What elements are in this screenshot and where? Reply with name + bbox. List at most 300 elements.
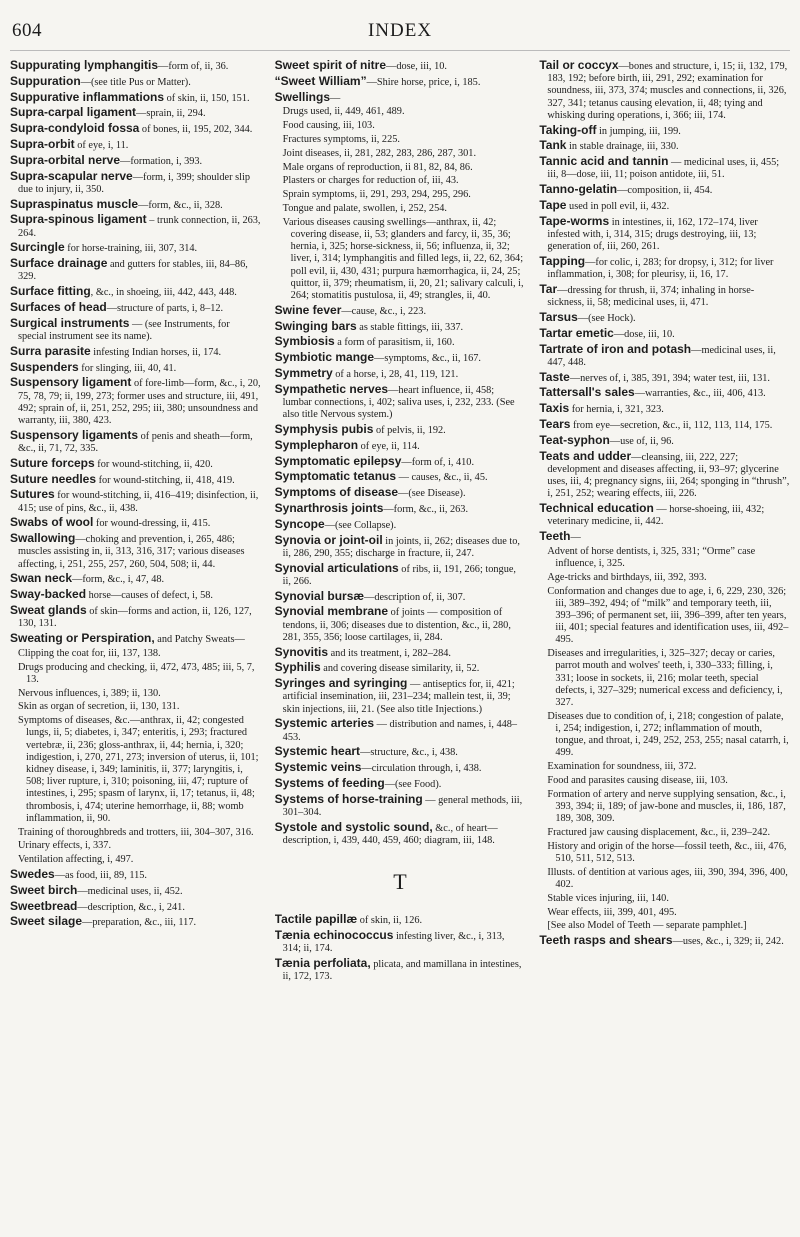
entry-references: —cause, &c., i, 223. xyxy=(341,305,427,317)
entry-heading: Tapping xyxy=(539,254,586,268)
entry-references: &c., of heart—description, i, 439, 440, 459, 460; diagram, iii, 148. xyxy=(282,822,498,846)
entry-heading: Systemic heart xyxy=(274,744,361,759)
entry-references: and gutters for stables, iii, 84–86, 329. xyxy=(18,259,248,283)
entry-heading: Systemic arteries xyxy=(274,716,375,731)
index-entry xyxy=(275,913,526,927)
index-entry xyxy=(275,534,526,560)
entry-references: —structure of parts, i, 8–12. xyxy=(106,302,224,314)
entry-references: —form of, i, 410. xyxy=(401,456,475,468)
entry-references: Various diseases causing swellings—anthrax, ii, 42; covering disease, ii, 53; glanders and farcy, ii, 35, 36; hernia, i, 325; horse-sickness, ii, 56; influenza, ii, 32; liver, i, 314; lymphangitis and filled legs, ii, 22, 62, 364; poll evil, ii, 430, 431; purpura hæmorrhagica, ii, 24, 25; quittor, ii, 379; rheumatism, ii, 20, 21; salivary calculi, i, 264; stomatitis pustulosa, ii, 49; strangles, ii, 40. xyxy=(282,216,524,301)
entry-heading: Tartar emetic xyxy=(539,325,614,340)
index-entry xyxy=(275,562,526,588)
entry-heading: Tartrate of iron and potash xyxy=(539,341,692,356)
index-columns xyxy=(10,59,790,1224)
index-entry xyxy=(539,386,790,400)
index-entry xyxy=(539,215,790,254)
entry-references: infesting Indian horses, ii, 174. xyxy=(90,346,222,358)
entry-heading: Symptoms of disease xyxy=(274,485,399,500)
entry-heading: Tænia echinococcus xyxy=(274,927,394,942)
entry-references: Male organs of reproduction, ii 81, 82, 84, 86. xyxy=(282,161,473,173)
entry-references: Examination for soundness, iii, 372. xyxy=(547,761,697,773)
entry-heading: Suture forceps xyxy=(10,455,95,470)
entry-references: —medicinal uses, ii, 447, 448. xyxy=(547,344,776,368)
entry-heading: Tarsus xyxy=(539,310,578,324)
index-entry xyxy=(539,371,790,385)
index-entry xyxy=(10,532,261,571)
entry-references: of fore-limb—form, &c., i, 20, 75, 78, 79; ii, 199, 273; former uses and structure, iii, 491, 492; sprain of, ii, 251, 252, 295; iii, 380; unsoundness and warranty, iii, 380, 423. xyxy=(18,378,261,426)
index-entry xyxy=(275,304,526,318)
index-entry xyxy=(10,59,261,73)
index-subentry xyxy=(275,134,526,146)
entry-heading: Tattersall's sales xyxy=(539,385,635,400)
index-entry xyxy=(10,516,261,530)
index-entry xyxy=(10,285,261,299)
index-entry xyxy=(10,106,261,120)
entry-heading: Synovitis xyxy=(274,644,329,659)
index-entry xyxy=(10,915,261,929)
entry-heading: Systole and systolic sound, xyxy=(274,819,433,834)
entry-references: —description of, ii, 307. xyxy=(364,591,466,603)
entry-references: Stable vices injuring, iii, 140. xyxy=(547,892,669,904)
entry-heading: Tannic acid and tannin xyxy=(539,154,669,169)
entry-heading: Sweetbread xyxy=(10,898,78,913)
entry-heading: Sutures xyxy=(10,487,55,502)
entry-references: Food and parasites causing disease, iii, 103. xyxy=(547,775,728,786)
entry-heading: Synarthrosis joints xyxy=(274,500,384,515)
index-entry xyxy=(539,402,790,416)
index-subentry xyxy=(10,701,261,713)
entry-references: of pelvis, ii, 192. xyxy=(373,424,446,436)
entry-references: —dose, iii, 10. xyxy=(613,328,675,340)
entry-references: —bones and structure, i, 15; ii, 132, 179, 183, 192; before birth, iii, 291, 292; examination for soundness, iii, 373, 374; muscles and connections, ii, 326, 327, 341; tetanus causing elevation, ii, 48; tying and whisking during operations, i, 366; iii, 174. xyxy=(547,61,788,121)
entry-references: —use of, ii, 96. xyxy=(609,435,674,447)
entry-references: horse—causes of defect, i, 58. xyxy=(86,590,213,602)
index-entry xyxy=(539,434,790,448)
entry-references: Drugs used, ii, 449, 461, 489. xyxy=(282,106,405,118)
entry-references: and Patchy Sweats— xyxy=(154,633,245,645)
entry-references: Urinary effects, i, 337. xyxy=(18,840,112,852)
entry-heading: Supra-spinous ligament xyxy=(10,212,147,227)
index-entry xyxy=(10,604,261,630)
entry-heading: Syncope xyxy=(274,516,325,531)
entry-references: —heart influence, ii, 458; lumbar connections, i, 402; saliva uses, i, 232, 233. (See also title Nervous system.) xyxy=(282,384,515,421)
entry-heading: Tape-worms xyxy=(539,213,610,228)
entry-heading: Suppurative inflammations xyxy=(10,89,165,104)
entry-references: in stable drainage, iii, 330. xyxy=(566,141,679,153)
entry-references: —structure, &c., i, 438. xyxy=(360,747,458,759)
entry-heading: Surface fitting xyxy=(10,284,91,299)
entry-references: Plasters or charges for reduction of, iii, 43. xyxy=(282,175,459,187)
index-subentry xyxy=(275,106,526,118)
index-entry xyxy=(275,745,526,759)
index-entry xyxy=(275,717,526,743)
entry-references: —circulation through, i, 438. xyxy=(361,763,482,775)
index-entry xyxy=(275,957,526,983)
entry-references: and covering disease similarity, ii, 52. xyxy=(320,663,480,675)
index-entry xyxy=(275,59,526,73)
entry-references: Diseases due to condition of, i, 218; congestion of palate, i, 254; indigestion, i, 272; inflammation of mouth, tongue, and throat, i, 249, 252, 253, 255; nasal catarrh, i, 499. xyxy=(547,710,789,759)
index-entry xyxy=(539,343,790,369)
entry-heading: Symmetry xyxy=(274,365,333,380)
index-entry xyxy=(10,473,261,487)
entry-heading: Tape xyxy=(539,198,567,212)
index-subentry xyxy=(275,189,526,201)
index-subentry xyxy=(10,827,261,839)
entry-references: — antiseptics for, ii, 421; artificial insemination, iii, 231–234; mallein test, ii, 39; skin injections, iii, 21. (See also title Injections.) xyxy=(282,679,515,715)
entry-references: —dressing for thrush, ii, 374; inhaling in horse-sickness, ii, 58; medicinal uses, ii, 471. xyxy=(547,285,755,309)
entry-references: for horse-training, iii, 307, 314. xyxy=(64,243,198,255)
entry-references: History and origin of the horse—fossil teeth, &c., iii, 476, 510, 511, 512, 513. xyxy=(547,840,787,864)
index-entry xyxy=(10,376,261,427)
entry-references: of joints — composition of tendons, ii, 306; diseases due to distention, &c., ii, 280, 281, 355, 356; loose cartilages, ii, 284. xyxy=(282,607,511,643)
index-entry xyxy=(10,345,261,359)
index-entry xyxy=(10,198,261,212)
entry-references: for wound-stitching, ii, 418, 419. xyxy=(96,474,235,486)
entry-references: —symptoms, &c., ii, 167. xyxy=(374,353,482,365)
entry-references: Symptoms of diseases, &c.—anthrax, ii, 42; congested lungs, ii, 5; diabetes, i, 347; enteritis, i, 293; fractured vertebræ, ii, 236; gloss-anthrax, ii, 44; hernia, i, 320; indigestion, i, 270, 271, 273; inversion of uterus, ii, 101; kidney disease, i, 349; laminitis, ii, 377; laryngitis, i, 508; liver rupture, i, 310; poisoning, iii, 47; rupture of intestines, i, 295; spasm of larynx, ii, 17; tetanus, ii, 48; thrombosis, i, 474; uterine hemorrhage, ii, 88; womb inflammation, ii, 90. xyxy=(18,715,259,824)
index-subentry xyxy=(275,217,526,302)
entry-references: —dose, iii, 10. xyxy=(386,61,447,72)
index-entry xyxy=(539,327,790,341)
index-entry xyxy=(10,138,261,152)
entry-references: Conformation and changes due to age, i, 6, 229, 230, 326; iii, 389–392, 494; of “milk” and temporary teeth, iii, 393–396; of permanent set, iii, 396–399, after ten years, iii, 401; special features and identification uses, iii, 492–495. xyxy=(547,585,789,646)
entry-references: —form, &c., ii, 328. xyxy=(138,199,223,211)
entry-heading: “Sweet William” xyxy=(274,73,367,88)
index-column-left xyxy=(10,59,261,1224)
entry-heading: Swallowing xyxy=(10,531,76,546)
entry-references: — medicinal uses, ii, 455; iii, 8—dose, iii, 11; poison antidote, iii, 51. xyxy=(547,157,780,181)
entry-references: Wear effects, iii, 399, 401, 495. xyxy=(547,906,677,918)
entry-references: — horse-shoeing, iii, 432; veterinary medicine, ii, 442. xyxy=(547,503,765,528)
entry-references: —form, &c., ii, 263. xyxy=(383,503,469,515)
entry-references: —(see Hock). xyxy=(577,313,636,324)
entry-references: from eye—secretion, &c., ii, 112, 113, 114, 175. xyxy=(570,419,773,431)
entry-references: Drugs producing and checking, ii, 472, 473, 485; iii, 5, 7, 13. xyxy=(18,661,255,685)
entry-references: —for colic, i, 283; for dropsy, i, 312; for liver inflammation, i, 308; for pleurisy, ii, 16, 17. xyxy=(547,257,774,281)
index-subentry xyxy=(10,840,261,852)
entry-references: Fractured jaw causing displacement, &c., ii, 239–242. xyxy=(547,827,771,838)
index-entry xyxy=(10,900,261,914)
entry-references: of bones, ii, 195, 202, 344. xyxy=(139,124,253,136)
entry-heading: Suppuration xyxy=(10,73,81,88)
entry-references: —form of, ii, 36. xyxy=(158,61,229,72)
index-entry xyxy=(10,301,261,315)
entry-references: Formation of artery and nerve supplying sensation, &c., i, 393, 394; ii, 189; of jaw-bone and muscles, ii, 186, 187, 189, 308, 309. xyxy=(547,788,786,825)
index-entry xyxy=(10,488,261,514)
index-entry xyxy=(275,455,526,469)
entry-references: —choking and prevention, i, 265, 486; muscles assisting in, ii, 313, 316, 317; various diseases affecting, i, 251, 255, 257, 260, 504, 508; ii, 44. xyxy=(18,534,245,570)
entry-heading: Technical education xyxy=(539,500,654,515)
entry-references: —composition, ii, 454. xyxy=(617,185,713,197)
index-subentry xyxy=(539,711,790,760)
entry-references: of eye, i, 11. xyxy=(74,139,129,151)
index-entry xyxy=(539,124,790,138)
index-entry xyxy=(10,429,261,455)
index-entry xyxy=(539,502,790,528)
entry-references: —form, i, 399; shoulder slip due to injury, ii, 350. xyxy=(18,171,250,195)
entry-heading: Systems of feeding xyxy=(274,775,385,790)
entry-references: —nerves of, i, 385, 391, 394; water test, iii, 131. xyxy=(569,372,770,384)
entry-heading: Taxis xyxy=(539,401,570,416)
index-subentry xyxy=(539,841,790,865)
index-subentry xyxy=(539,586,790,647)
entry-heading: Surcingle xyxy=(10,240,65,255)
index-subentry xyxy=(10,715,261,825)
entry-references: —(see Food). xyxy=(384,778,442,790)
entry-references: Skin as organ of secretion, ii, 130, 131. xyxy=(18,701,180,713)
entry-references: — (see Instruments, for special instrument see its name). xyxy=(18,318,230,342)
entry-heading: Swabs of wool xyxy=(10,515,94,530)
entry-references: in jumping, iii, 199. xyxy=(596,125,681,137)
index-subentry xyxy=(539,648,790,709)
index-entry xyxy=(10,361,261,375)
entry-references: —Shire horse, price, i, 185. xyxy=(366,76,481,88)
entry-heading: Tank xyxy=(539,138,567,153)
entry-heading: Swellings xyxy=(274,89,331,104)
index-entry xyxy=(275,518,526,532)
entry-heading: Suspenders xyxy=(10,359,79,374)
index-subentry xyxy=(10,662,261,686)
entry-heading: Symbiosis xyxy=(274,334,335,349)
index-entry xyxy=(539,934,790,948)
index-entry xyxy=(275,367,526,381)
index-entry xyxy=(275,605,526,644)
index-entry xyxy=(539,255,790,281)
entry-references: Age-tricks and birthdays, iii, 392, 393. xyxy=(547,571,707,583)
index-entry xyxy=(10,884,261,898)
entry-references: — xyxy=(330,92,341,104)
entry-references: —(see title Pus or Matter). xyxy=(80,76,191,88)
index-entry xyxy=(539,155,790,181)
index-subentry xyxy=(275,148,526,160)
index-entry xyxy=(10,868,261,882)
index-subentry xyxy=(539,907,790,919)
entry-heading: Systems of horse-training xyxy=(274,791,423,806)
entry-heading: Sympathetic nerves xyxy=(274,381,389,396)
index-entry xyxy=(10,213,261,239)
entry-heading: Tactile papillæ xyxy=(274,912,358,927)
entry-references: —form, &c., i, 47, 48. xyxy=(72,574,165,586)
entry-references: of a horse, i, 28, 41, 119, 121. xyxy=(332,368,459,380)
index-subentry xyxy=(539,893,790,905)
entry-heading: Taking-off xyxy=(539,122,597,137)
entry-heading: Supra-scapular nerve xyxy=(10,168,133,183)
entry-references: , &c., in shoeing, iii, 442, 443, 448. xyxy=(90,287,237,299)
index-subentry xyxy=(10,854,261,866)
index-subentry xyxy=(539,775,790,787)
entry-references: —preparation, &c., iii, 117. xyxy=(82,917,197,929)
entry-heading: Teeth xyxy=(539,528,571,543)
index-entry xyxy=(539,418,790,432)
index-subentry xyxy=(539,572,790,584)
entry-heading: Symplepharon xyxy=(274,437,359,452)
index-subentry xyxy=(539,789,790,826)
entry-heading: Supraspinatus muscle xyxy=(10,196,139,211)
index-entry xyxy=(10,75,261,89)
index-entry xyxy=(275,677,526,716)
index-entry xyxy=(275,661,526,675)
entry-heading: Suspensory ligaments xyxy=(10,427,139,442)
entry-references: – trunk connection, ii, 263, 264. xyxy=(18,215,261,239)
entry-heading: Supra-orbital nerve xyxy=(10,152,121,167)
entry-heading: Surgical instruments xyxy=(10,315,130,330)
index-entry xyxy=(539,283,790,309)
entry-heading: Surfaces of head xyxy=(10,299,107,314)
entry-heading: Tail or coccyx xyxy=(539,59,619,72)
index-entry xyxy=(275,335,526,349)
entry-references: —formation, i, 393. xyxy=(120,155,203,167)
entry-heading: Tænia perfoliata, xyxy=(274,955,371,970)
index-subentry xyxy=(539,546,790,570)
entry-references: used in poll evil, ii, 432. xyxy=(566,201,670,212)
index-entry xyxy=(10,91,261,105)
entry-heading: Symbiotic mange xyxy=(274,350,375,365)
index-entry xyxy=(10,572,261,586)
entry-references: — distribution and names, i, 448–453. xyxy=(282,719,518,743)
index-entry xyxy=(10,257,261,283)
index-column-middle xyxy=(275,59,526,1224)
index-subentry xyxy=(539,761,790,773)
index-entry xyxy=(10,457,261,471)
index-entry xyxy=(275,75,526,89)
entry-references: [See also Model of Teeth — separate pamphlet.] xyxy=(547,920,747,932)
entry-references: —(see Disease). xyxy=(398,488,466,500)
entry-heading: Suspensory ligament xyxy=(10,375,132,390)
entry-heading: Tar xyxy=(539,282,558,296)
entry-references: — xyxy=(570,531,581,543)
index-entry xyxy=(539,530,790,544)
entry-references: for wound-dressing, ii, 415. xyxy=(93,518,211,530)
index-entry xyxy=(275,91,526,105)
entry-heading: Teeth rasps and shears xyxy=(539,933,673,948)
entry-references: —as food, iii, 89, 115. xyxy=(54,869,147,881)
entry-heading: Sweat glands xyxy=(10,602,87,617)
index-subentry xyxy=(539,867,790,891)
entry-heading: Tears xyxy=(539,416,571,431)
entry-references: —medicinal uses, ii, 452. xyxy=(77,885,183,897)
page-header xyxy=(10,0,790,51)
index-entry xyxy=(539,199,790,213)
entry-heading: Surra parasite xyxy=(10,343,91,358)
index-subentry xyxy=(275,120,526,132)
entry-references: of eye, ii, 114. xyxy=(358,440,420,452)
entry-references: as stable fittings, iii, 337. xyxy=(356,321,464,333)
index-entry xyxy=(275,320,526,334)
index-column-right xyxy=(539,59,790,1224)
entry-heading: Sweet birch xyxy=(10,882,78,897)
entry-references: —warranties, &c., iii, 406, 413. xyxy=(634,388,766,400)
index-entry xyxy=(10,241,261,255)
index-entry xyxy=(10,632,261,646)
index-entry xyxy=(275,761,526,775)
page-title: INDEX xyxy=(367,20,433,41)
index-entry xyxy=(275,486,526,500)
entry-heading: Symptomatic epilepsy xyxy=(274,453,402,468)
entry-heading: Systemic veins xyxy=(274,760,362,775)
entry-references: in joints, ii, 262; diseases due to, ii, 286, 290, 355; discharge in fracture, ii, 247. xyxy=(282,535,520,559)
entry-references: of ribs, ii, 191, 266; tongue, ii, 266. xyxy=(282,563,516,587)
index-entry xyxy=(10,170,261,196)
index-entry xyxy=(275,777,526,791)
index-entry xyxy=(539,59,790,122)
entry-heading: Synovial bursæ xyxy=(274,588,365,603)
entry-references: and its treatment, i, 282–284. xyxy=(328,647,452,659)
index-subentry xyxy=(10,688,261,700)
index-subentry xyxy=(10,648,261,660)
index-entry xyxy=(539,311,790,325)
entry-heading: Synovial membrane xyxy=(274,604,389,619)
entry-references: of skin—forms and action, ii, 126, 127, 130, 131. xyxy=(18,605,252,630)
entry-heading: Supra-carpal ligament xyxy=(10,105,137,120)
entry-heading: Taste xyxy=(539,369,570,384)
entry-references: in intestines, ii, 162, 172–174, liver infested with, i, 314, 315; drugs destroying, iii, 13; generation of, iii, 260, 261. xyxy=(547,216,758,253)
entry-heading: Sweet spirit of nitre xyxy=(274,59,387,72)
index-subentry xyxy=(539,920,790,932)
index-entry xyxy=(539,183,790,197)
entry-heading: Surface drainage xyxy=(10,256,108,271)
index-entry xyxy=(10,122,261,136)
entry-references: Diseases and irregularities, i, 325–327; decay or caries, parrot mouth and wolves' teeth, i, 330–333; filling, i, 331; loose in sockets, ii, 216; molar teeth, special defects, i, 327–329; numerical excess and deficiency, i, 327. xyxy=(547,648,783,708)
entry-heading: Syphilis xyxy=(274,660,321,675)
index-entry xyxy=(275,821,526,847)
entry-references: Illusts. of dentition at various ages, iii, 390, 394, 396, 400, 402. xyxy=(547,866,788,890)
entry-references: Advent of horse dentists, i, 325, 331; “Orme” case influence, i, 325. xyxy=(547,545,756,569)
entry-references: plicata, and mamillana in intestines, ii, 172, 173. xyxy=(282,958,522,983)
index-subentry xyxy=(275,175,526,187)
entry-references: Food causing, iii, 103. xyxy=(282,120,375,132)
entry-references: of skin, ii, 126. xyxy=(357,915,423,927)
entry-heading: Symptomatic tetanus xyxy=(274,469,397,484)
entry-heading: Tanno-gelatin xyxy=(539,182,618,197)
entry-heading: Swine fever xyxy=(274,302,342,317)
entry-references: Ventilation affecting, i, 497. xyxy=(18,854,134,866)
entry-heading: Swedes xyxy=(10,866,55,881)
entry-heading: Syringes and syringing xyxy=(274,676,408,691)
entry-references: —uses, &c., i, 329; ii, 242. xyxy=(672,936,784,948)
index-entry xyxy=(275,351,526,365)
entry-heading: Swinging bars xyxy=(274,318,357,333)
entry-references: Nervous influences, i, 389; ii, 130. xyxy=(18,687,161,699)
index-entry xyxy=(539,139,790,153)
entry-heading: Teat-syphon xyxy=(539,432,610,447)
entry-references: for wound-stitching, ii, 420. xyxy=(94,458,213,470)
entry-references: —(see Collapse). xyxy=(324,519,397,531)
entry-references: of skin, ii, 150, 151. xyxy=(164,92,250,104)
index-entry xyxy=(275,590,526,604)
entry-heading: Sweet silage xyxy=(10,914,83,929)
index-entry xyxy=(10,588,261,602)
entry-references: for wound-stitching, ii, 416–419; disinfection, ii, 415; use of pins, &c., ii, 438. xyxy=(18,490,259,514)
page-number: 604 xyxy=(12,20,42,41)
entry-heading: Teats and udder xyxy=(539,448,632,463)
entry-references: —sprain, ii, 294. xyxy=(136,108,206,120)
entry-references: — general methods, iii, 301–304. xyxy=(282,794,523,818)
entry-heading: Suppurating lymphangitis xyxy=(10,59,159,72)
entry-heading: Supra-condyloid fossa xyxy=(10,121,140,136)
entry-references: infesting liver, &c., i, 313, 314; ii, 174. xyxy=(282,930,505,955)
entry-heading: Synovial articulations xyxy=(274,560,399,575)
index-entry xyxy=(275,793,526,819)
entry-references: —description, &c., i, 241. xyxy=(77,901,185,913)
index-entry xyxy=(275,502,526,516)
entry-heading: Synovia or joint-oil xyxy=(274,532,383,547)
entry-references: Fractures symptoms, ii, 225. xyxy=(282,133,400,145)
entry-references: Clipping the coat for, iii, 137, 138. xyxy=(18,647,161,659)
index-subentry xyxy=(275,203,526,215)
index-entry xyxy=(10,154,261,168)
entry-heading: Sweating or Perspiration, xyxy=(10,630,155,645)
entry-references: for hernia, i, 321, 323. xyxy=(569,404,664,416)
